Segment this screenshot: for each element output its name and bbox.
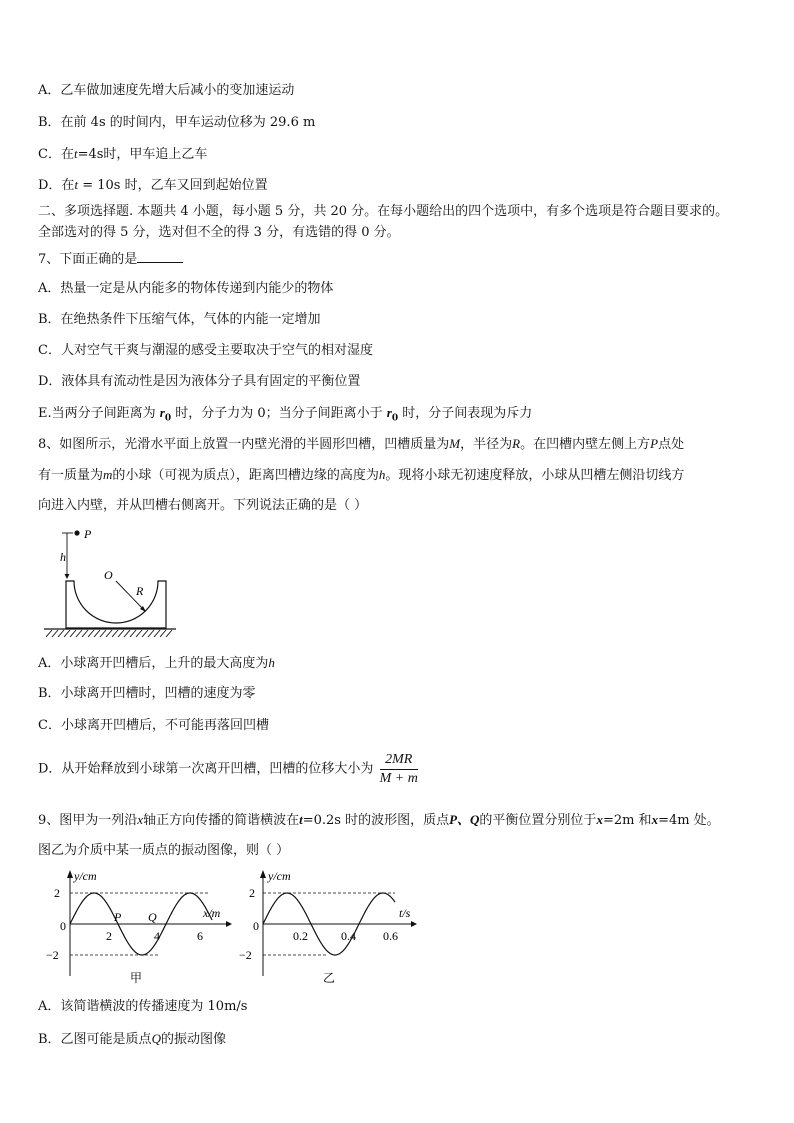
ground-hatch: [46, 630, 172, 637]
y-tick-label: −2: [46, 948, 59, 962]
x-tick-label: 6: [197, 929, 203, 943]
label-h: h: [60, 550, 66, 564]
figure-jia: [40, 866, 235, 986]
label-p: P: [84, 527, 92, 541]
q7-option-d: D．液体具有流动性是因为液体分子具有固定的平衡位置: [38, 374, 361, 389]
t-tick-label: 0.2: [293, 929, 308, 943]
q8-option-c: C．小球离开凹槽后，不可能再落回凹槽: [38, 718, 269, 733]
q9-option-a: A．该简谐横波的传播速度为 10m/s: [38, 999, 248, 1014]
h-arrow: [65, 574, 70, 579]
t-tick-label: 0.6: [383, 929, 398, 943]
q7-stem: 7、下面正确的是: [38, 250, 183, 268]
y-tick-label: 0: [253, 919, 259, 933]
q6-option-d: D．在t = 10s 时，乙车又回到起始位置: [38, 177, 268, 193]
q6-option-b: B．在前 4s 的时间内，甲车运动位移为 29.6 m: [38, 115, 316, 130]
t-tick-label: 0.4: [341, 929, 356, 943]
q8-stem-line3: 向进入内壁，并从凹槽右侧离开。下列说法正确的是（ ）: [38, 498, 368, 513]
q8-option-d: D．从开始释放到小球第一次离开凹槽，凹槽的位移大小为 $\frac{2MR}{M + m}$: [38, 752, 418, 786]
t-axis-label: t/s: [399, 906, 411, 920]
section2-line2: 全部选对的得 5 分，选对但不全的得 3 分，有选错的得 0 分。: [38, 225, 400, 240]
figure-yi: [239, 866, 423, 986]
x-axis-label: x/m: [203, 906, 221, 920]
section2-line1: 二、多项选择题. 本题共 4 小题，每小题 5 分，共 20 分。在每小题给出的四个选项中，有多个选项是符合题目要求的。: [38, 204, 729, 219]
q7-option-b: B．在绝热条件下压缩气体，气体的内能一定增加: [38, 312, 321, 327]
y-tick-label: 2: [54, 886, 60, 900]
label-o: O: [104, 568, 113, 582]
q9-stem-line2: 图乙为介质中某一质点的振动图像，则（ ）: [38, 843, 290, 858]
y-tick-label: −2: [239, 948, 252, 962]
q8-option-b: B．小球离开凹槽时，凹槽的速度为零: [38, 686, 256, 701]
figure-caption-jia: 甲: [130, 971, 143, 985]
q6-option-a: A．乙车做加速度先增大后减小的变加速运动: [38, 83, 295, 98]
q6-option-c: C．在t=4s时，甲车追上乙车: [38, 146, 208, 162]
y-axis-label: y/cm: [268, 869, 291, 883]
t-axis-arrow: [411, 921, 417, 927]
q7-option-e: E.当两分子间距离为 $r_0$ 时，分子力为 0；当分子间距离小于 $r_0$ 时，分子间表现为斥力: [38, 405, 533, 424]
q9-stem-line1: 9、图甲为一列沿x轴正方向传播的简谐横波在t=0.2s 时的波形图，质点P、Q的平衡位置分别位于x=2m 和x=4m 处。: [38, 812, 720, 828]
q7-option-c: C．人对空气干爽与潮湿的感受主要取决于空气的相对湿度: [38, 343, 373, 358]
y-tick-label: 0: [60, 919, 66, 933]
q9-option-b: B．乙图可能是质点Q的振动图像: [38, 1031, 226, 1047]
point-p-label: P: [114, 910, 122, 924]
y-axis-label: y/cm: [74, 869, 97, 883]
label-r: R: [136, 584, 144, 598]
figure-caption-yi: 乙: [323, 971, 336, 985]
q8-stem-line2: 有一质量为m的小球（可视为质点），距离凹槽边缘的高度为h。现将小球无初速度释放，小球从凹槽左侧沿切线方: [38, 467, 685, 483]
x-tick-label: 2: [106, 929, 112, 943]
y-axis-arrow: [67, 870, 73, 878]
fraction: $\frac{2MR}{M + m}$: [379, 752, 418, 786]
x-tick-label: 4: [154, 929, 160, 943]
semicircular-trough: [66, 581, 166, 628]
q7-option-a: A．热量一定是从内能多的物体传递到内能少的物体: [38, 281, 334, 296]
answer-blank: [137, 250, 183, 263]
q8-option-a: A．小球离开凹槽后，上升的最大高度为h: [38, 655, 275, 671]
x-axis-arrow: [226, 921, 232, 927]
q8-figure: [40, 527, 180, 642]
y-axis-arrow: [260, 870, 266, 878]
ball-p: [74, 530, 79, 535]
point-q-label: Q: [148, 910, 157, 924]
y-tick-label: 2: [249, 886, 255, 900]
q8-stem-line1: 8、如图所示，光滑水平面上放置一内壁光滑的半圆形凹槽，凹槽质量为M，半径为R。在凹槽内壁左侧上方P点处: [38, 436, 685, 452]
